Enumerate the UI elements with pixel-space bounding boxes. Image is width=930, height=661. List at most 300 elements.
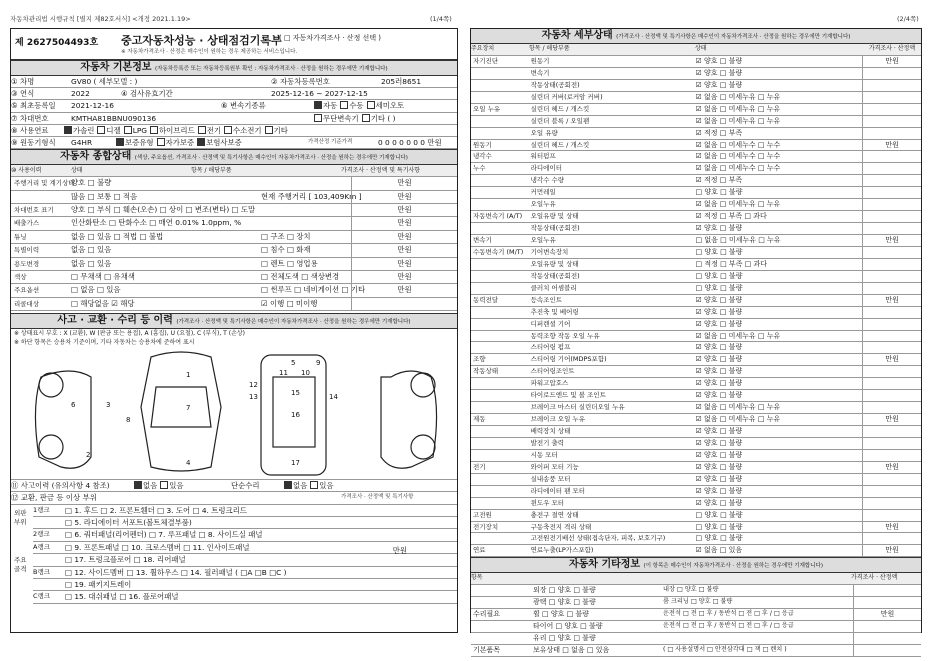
fuel-checkbox-2[interactable] [124, 126, 132, 134]
fuel-opt-4: 전기 [206, 125, 221, 135]
detail-row [471, 307, 921, 319]
status-row [11, 217, 457, 230]
other-row-left: 타이어 □ 양호 □ 불량 [533, 622, 603, 631]
detail-col-2: 상태 [695, 45, 707, 52]
diagram-label-17: 17 [291, 459, 300, 468]
detail-row-item: 배력장치 상태 [530, 427, 571, 435]
engine-value: G4HR [71, 137, 93, 147]
detail-row-price [862, 307, 921, 318]
detail-row-state: ☑ 없음 □ 미세누수 □ 누수 [695, 140, 781, 149]
detail-row-price: 만원 [862, 414, 921, 425]
detail-row-category: 고전원 [473, 510, 492, 519]
status-row-price: 만원 [351, 271, 457, 283]
status-col-1: 상태 [71, 167, 83, 175]
other-row [471, 585, 921, 597]
other-col-1 [531, 573, 851, 584]
detail-row [471, 283, 921, 295]
detail-header-row [471, 44, 921, 56]
detail-row-state: ☑ 양호 □ 불량 [695, 224, 743, 233]
other-col-2: 가격조사 · 산정액 [851, 574, 898, 582]
detail-row-item: 브레이크 오일 누유 [530, 415, 585, 424]
diagram-label-7: 7 [186, 404, 191, 413]
detail-row-item: 오일유량 및 상태 [530, 212, 579, 221]
base-price-label: 가격산정 기준가격 [308, 138, 353, 145]
status-row [11, 244, 457, 257]
detail-row-state: ☑ 양호 □ 불량 [695, 295, 743, 304]
detail-row-state: ☑ 없음 □ 미세누유 □ 누유 [695, 116, 781, 125]
status-row-price: 만원 [351, 258, 457, 270]
basic-info-note: (자동차등록증 또는 자동차등록원부 확인 : 자동차가격조사 · 산정을 원하는 경우에만 기재합니다) [155, 66, 388, 72]
other-section [471, 557, 921, 573]
detail-row [471, 92, 921, 104]
car-diagram [11, 347, 457, 479]
detail-row-item: 실린더 헤드 / 개스킷 [530, 104, 590, 113]
diagram-label-11: 11 [279, 369, 288, 378]
exchange-row [11, 492, 457, 504]
detail-row-state: ☑ 양호 □ 불량 [695, 56, 743, 65]
diagram-label-4: 4 [186, 459, 191, 468]
other-row-left: 광택 □ 양호 □ 불량 [533, 598, 596, 607]
detail-row-item: 원동기 [530, 56, 550, 65]
detail-row-state: □ 양호 □ 불량 [695, 534, 743, 543]
detail-row-category [471, 319, 531, 330]
fuel-checkbox-1[interactable] [97, 126, 105, 134]
exchange-question: ⑫ 교환, 판금 등 이상 부위 [11, 493, 97, 503]
basic-info-section [11, 60, 457, 76]
detail-row-price [862, 474, 921, 485]
status-row-state: 양호 □ 불량 [71, 178, 112, 188]
detail-row-category [471, 390, 531, 401]
status-col-0: ⑩ 사용이력 [11, 167, 42, 175]
status-row-state: 인산화탄소 □ 탄화수소 □ 매연 0.01% 1.0ppm, % [71, 218, 242, 228]
engine-label: ⑨ 원동기형식 [11, 137, 56, 147]
status-row [11, 191, 457, 204]
outer-panel-label: 외판 부위 [14, 508, 27, 526]
year-label: ③ 연식 [11, 89, 35, 99]
parts-row [33, 567, 457, 579]
detail-row-state: ☑ 양호 □ 불량 [695, 307, 743, 316]
diagram-label-15: 15 [291, 389, 300, 398]
detail-row-item: 브레이크 마스터 실린더오일 누유 [530, 403, 625, 412]
other-row-right: 운전석 □ 전 □ 후 / 동반석 □ 전 □ 후 / □ 응급 [663, 622, 794, 630]
detail-row-state: □ 없음 □ 미세누유 □ 누유 [695, 236, 781, 244]
detail-row-price [862, 259, 921, 270]
detail-row-state: □ 양호 □ 불량 [695, 283, 743, 292]
status-row-label: 용도변경 [14, 259, 40, 268]
accident-question: ⑪ 사고이력 (유의사항 4 참조) [11, 481, 110, 491]
accident-opt-1: 있음 [169, 481, 184, 491]
trans-opt-0: 자동 [323, 101, 338, 111]
fuel-checkbox-6[interactable] [265, 126, 273, 134]
status-row-price: 만원 [351, 284, 457, 296]
fuel-opt-5: 수소전기 [233, 125, 262, 135]
parts-row [33, 505, 457, 517]
detail-col-1: 항목 / 해당부품 [529, 45, 570, 52]
fuel-checkbox-0[interactable] [64, 126, 72, 134]
detail-row-price: 만원 [862, 354, 921, 365]
detail-row-state: ☑ 양호 □ 불량 [695, 474, 743, 483]
detail-row-price [862, 283, 921, 294]
detail-row-category: 전기장치 [473, 522, 499, 531]
detail-row [471, 331, 921, 343]
warranty-checkbox-0[interactable] [116, 138, 124, 146]
detail-row-category [471, 450, 531, 461]
other-row-left: 휠 □ 양호 □ 불량 [533, 610, 589, 619]
other-row-category [471, 585, 533, 596]
status-col-2: 항목 / 해당부품 [191, 167, 232, 175]
detail-row-item: 윈도우 모터 [530, 498, 565, 507]
detail-row-category [471, 307, 531, 318]
detail-row-category [471, 80, 531, 91]
parts-rank: 2랭크 [33, 530, 50, 539]
car-name-value: GV80 ( 세부모델 : ) [71, 77, 138, 86]
reg-label: ② 자동차등록번호 [271, 77, 330, 86]
detail-row-item: 와이퍼 모터 기능 [530, 462, 579, 471]
detail-title: 자동차 세부상태 [541, 30, 613, 41]
other-row [471, 633, 921, 645]
detail-row [471, 486, 921, 498]
detail-row [471, 426, 921, 438]
status-row-state: □ 무채색 □ 유채색 [71, 272, 135, 282]
fuel-checkbox-3[interactable] [150, 126, 158, 134]
detail-row-state: ☑ 없음 □ 미세누유 □ 누유 [695, 331, 781, 340]
detail-row-item: 충전구 절연 상태 [530, 510, 579, 519]
detail-row-item: 파워고압호스 [530, 379, 569, 388]
simple-none-checkbox[interactable] [284, 481, 292, 489]
basic-row-6 [11, 137, 457, 149]
warranty-opt-2: 보험사보증 [206, 137, 242, 147]
detail-row-category: 변속기 [473, 236, 492, 244]
status-row-part: □ 침수 □ 화재 [261, 245, 311, 255]
detail-row-state: ☑ 양호 □ 불량 [695, 68, 743, 77]
detail-row-state: ☑ 없음 □ 미세누수 □ 누수 [695, 164, 781, 173]
detail-row [471, 235, 921, 247]
warranty-checkbox-2[interactable] [197, 138, 205, 146]
other-rows [471, 585, 921, 657]
detail-row-price [862, 163, 921, 174]
detail-row-item: 작동상태(공회전) [530, 80, 580, 89]
detail-note: (가격조사 · 산정액 및 특기사항은 매수인이 자동차가격조사 · 산정을 원하는 경우에만 기재합니다) [616, 34, 851, 40]
detail-row [471, 366, 921, 378]
detail-row-price [862, 128, 921, 139]
status-row-price: 만원 [351, 177, 457, 189]
trans-opt-3: 무단변속기 [323, 113, 359, 123]
status-row [11, 177, 457, 190]
detail-row-state: ☑ 양호 □ 불량 [695, 498, 743, 507]
accident-opt-0: 없음 [143, 481, 158, 491]
trans-opts [311, 100, 404, 111]
detail-row [471, 151, 921, 163]
detail-row [471, 510, 921, 522]
parts-rank: B랭크 [33, 567, 51, 576]
detail-row-price [862, 533, 921, 544]
detail-row-price [862, 510, 921, 521]
other-row [471, 645, 921, 657]
parts-rank [33, 517, 65, 528]
diagram-label-13: 13 [249, 393, 258, 402]
detail-row-state: ☑ 적정 □ 부족 [695, 128, 743, 137]
fuel-opt-1: 디젤 [106, 125, 121, 135]
detail-row-price: 만원 [862, 545, 921, 556]
other-row-price [853, 597, 921, 608]
exchange-price-col: 가격조사 · 산정액 및 특기사항 [341, 494, 414, 501]
detail-row-price [862, 104, 921, 115]
detail-row-state: ☑ 없음 □ 있음 [695, 546, 743, 555]
detail-row [471, 462, 921, 474]
detail-row-price [862, 498, 921, 509]
detail-row [471, 450, 921, 462]
status-row-label: 차대번호 표기 [14, 206, 54, 215]
detail-row-category [471, 223, 531, 234]
detail-row-item: 실린더 블록 / 오일팬 [530, 116, 590, 125]
detail-row-category [471, 199, 531, 210]
detail-row [471, 140, 921, 152]
detail-row-category: 수동변속기 (M/T) [473, 247, 524, 256]
detail-row [471, 247, 921, 259]
detail-row-category [471, 438, 531, 449]
detail-row-category [471, 342, 531, 353]
doc-note: ※ 자동차가격조사 · 산정은 매수인이 원하는 경우 제공하는 서비스입니다. [121, 49, 298, 55]
detail-row-item: 오일유량 및 상태 [530, 259, 579, 268]
status-row-price: 만원 [351, 204, 457, 216]
vin-value: KMTHA81BBNU090136 [71, 113, 157, 123]
parts-row [33, 579, 457, 591]
detail-row-category [471, 271, 531, 282]
simple-yes-checkbox[interactable] [310, 481, 318, 489]
status-title: 자동차 종합상태 [60, 151, 132, 163]
reg-value: 205러8651 [381, 77, 422, 86]
detail-row-item: 스티어링 기어(MDPS포함) [530, 355, 607, 364]
trans-checkbox-3[interactable] [314, 114, 322, 122]
status-row-state: □ 해당없음 ☑ 해당 [71, 298, 135, 308]
detail-row [471, 474, 921, 486]
status-row-price [351, 298, 457, 310]
detail-row [471, 271, 921, 283]
detail-row-category: 작동상태 [473, 367, 499, 376]
parts-row [33, 554, 457, 566]
detail-row-price: 만원 [862, 462, 921, 473]
detail-row [471, 163, 921, 175]
trans-checkbox-2[interactable] [367, 101, 375, 109]
detail-row [471, 522, 921, 534]
diagram-label-16: 16 [291, 411, 300, 420]
parts-items: □ 17. 트렁크플로어 □ 18. 리어패널 [65, 555, 186, 565]
other-note: (이 항목은 매수인이 자동차가격조사 · 산정을 원하는 경우에만 기재합니다) [643, 563, 823, 570]
detail-row-price [862, 378, 921, 389]
detail-rows [471, 56, 921, 557]
trans-checkbox-4[interactable] [362, 114, 370, 122]
detail-row-item: 발전기 출력 [530, 438, 565, 447]
status-row [11, 231, 457, 244]
detail-row-state: ☑ 양호 □ 불량 [695, 427, 743, 435]
parts-rank: A랭크 [33, 542, 51, 551]
base-price-value: 0 0 0 0 0 0 0 만원 [378, 137, 442, 147]
status-row-state: 없음 □ 있음 □ 적법 □ 불법 [71, 231, 164, 241]
detail-row [471, 319, 921, 331]
status-row-part: 현재 주행거리 [ 103,409Km ] [261, 191, 362, 201]
status-row [11, 284, 457, 297]
other-row-category: 수리필요 [473, 610, 501, 619]
wheel-rear-right [411, 435, 435, 459]
parts-row [33, 529, 457, 541]
accident-none-checkbox[interactable] [134, 481, 142, 489]
detail-row-price [862, 426, 921, 437]
other-row [471, 609, 921, 621]
detail-row-price [862, 151, 921, 162]
detail-row-price [862, 438, 921, 449]
detail-row-state: ☑ 적정 □ 부족 □ 과다 [695, 212, 767, 221]
fuel-opt-2: LPG [132, 125, 148, 135]
fuel-checkbox-5[interactable] [224, 126, 232, 134]
detail-row-price: 만원 [862, 235, 921, 246]
year-value: 2022 [71, 89, 90, 99]
detail-row-state: □ 양호 □ 불량 [695, 271, 743, 280]
detail-row-category [471, 283, 531, 294]
legend-2: ※ 하단 항목은 승용차 기준이며, 기타 자동차는 승용차에 준하여 표시 [14, 339, 195, 347]
trans-checkbox-1[interactable] [340, 101, 348, 109]
parts-rank [33, 554, 65, 565]
detail-row [471, 223, 921, 235]
car-name-label: ① 차명 [11, 77, 35, 86]
detail-row [471, 116, 921, 128]
simple-repair-label: 단순수리 [231, 481, 260, 491]
wheel-rear-left [39, 435, 63, 459]
detail-row-price: 만원 [862, 522, 921, 533]
basic-info-title: 자동차 기본정보 [80, 62, 152, 73]
other-row-right [663, 633, 853, 644]
detail-row-item: 라디에이터 [530, 164, 563, 173]
detail-row-price [862, 116, 921, 127]
main-frame-label: 주요 골격 [14, 555, 27, 573]
detail-row-price [862, 223, 921, 234]
status-row-part: □ 썬루프 □ 네비게이션 □ 기타 [261, 285, 366, 295]
trans-opt-4: 기타 ( ) [370, 113, 396, 123]
detail-row-category [471, 128, 531, 139]
detail-row-state: ☑ 양호 □ 불량 [695, 343, 743, 352]
detail-row-item: 오일누유 [530, 236, 556, 244]
fuel-checkbox-4[interactable] [198, 126, 206, 134]
other-row-price [853, 633, 921, 644]
detail-row-category [471, 426, 531, 437]
other-row-category [471, 633, 533, 644]
detail-row-item: 클러치 어셈블리 [530, 283, 577, 292]
legend-1: ※ 상태표시 부호 : X (교환), W (판금 또는 용접), A (흠집), U (요철), C (부식), T (손상) [14, 330, 246, 338]
diagram-label-3: 3 [106, 401, 111, 410]
status-row-part: □ 렌트 □ 영업용 [261, 258, 318, 268]
diagram-label-9: 9 [316, 359, 321, 368]
parts-items: □ 15. 대쉬패널 □ 16. 플로어패널 [65, 592, 179, 602]
detail-row-category [471, 92, 531, 103]
status-row-label: 튜닝 [14, 232, 27, 241]
detail-row-state: ☑ 양호 □ 불량 [695, 450, 743, 459]
detail-row-category: 원동기 [473, 140, 492, 149]
warranty-checkbox-1[interactable] [157, 138, 165, 146]
detail-row-state: ☑ 없음 □ 미세누유 □ 누유 [695, 92, 781, 101]
left-page-number: (1/4쪽) [430, 15, 452, 23]
detail-row-state: ☑ 없음 □ 미세누유 □ 누유 [695, 415, 781, 424]
detail-row-price [862, 319, 921, 330]
detail-row-price [862, 199, 921, 210]
detail-row [471, 438, 921, 450]
detail-row [471, 378, 921, 390]
detail-row-state: □ 양호 □ 불량 [695, 510, 743, 519]
fuel-opt-0: 가솔린 [73, 125, 95, 135]
detail-row-category: 자기진단 [473, 56, 499, 65]
detail-row-price [862, 331, 921, 342]
other-row-price [853, 645, 921, 656]
other-row-right: 운전석 □ 전 □ 후 / 동반석 □ 전 □ 후 / □ 응급 [663, 610, 794, 618]
detail-row-item: 디퍼렌셜 기어 [530, 319, 571, 328]
detail-row-item: 추진축 및 베어링 [530, 307, 579, 316]
detail-row-item: 구동축전지 격리 상태 [530, 522, 592, 531]
car-right-side [381, 371, 437, 468]
status-row-label: 색상 [14, 273, 27, 282]
detail-row-item: 작동상태(공회전) [530, 271, 580, 280]
detail-row-category: 조향 [473, 355, 486, 364]
parts-row [33, 591, 457, 603]
detail-row-item: 커먼레일 [530, 188, 556, 197]
detail-row-item: 실린더 헤드 / 개스킷 [530, 140, 590, 149]
left-form-header: 자동차관리법 시행규칙 [별지 제82호서식] <개정 2021.1.19> [10, 15, 191, 23]
period-label: ④ 검사유효기간 [121, 89, 173, 99]
fuel-opt-3: 하이브리드 [159, 125, 195, 135]
detail-row [471, 533, 921, 545]
accident-section [11, 313, 457, 329]
parts-table [11, 505, 457, 604]
doc-number: 제 2627504493호 [15, 38, 99, 48]
status-row-state: 양호 □ 부식 □ 훼손(오손) □ 상이 □ 변조(변타) □ 도말 [71, 205, 256, 215]
other-row-category: 기본품목 [473, 645, 501, 654]
basic-row-2 [11, 88, 457, 100]
detail-row-category: 오일 누유 [473, 104, 501, 113]
detail-row-category: 동력전달 [473, 295, 499, 304]
detail-row-category [471, 474, 531, 485]
detail-row-category [471, 175, 531, 186]
right-page [470, 28, 922, 654]
detail-row [471, 211, 921, 223]
status-row-label: 주요옵션 [14, 286, 40, 295]
detail-row-category [471, 498, 531, 509]
detail-row-price [862, 390, 921, 401]
accident-yes-checkbox[interactable] [160, 481, 168, 489]
simple-opt-1: 있음 [319, 481, 334, 491]
detail-row-price: 만원 [862, 140, 921, 151]
status-row [11, 258, 457, 271]
detail-row-item: 오일누유 [530, 200, 556, 209]
status-row-part: □ 전체도색 □ 색상변경 [261, 272, 340, 282]
status-header-row [11, 165, 457, 177]
detail-row-state: ☑ 적정 □ 부족 [695, 176, 743, 185]
detail-row-category: 연료 [473, 546, 486, 555]
detail-row-item: 시동 모터 [530, 450, 558, 459]
basic-row-5 [11, 125, 457, 137]
status-rows [11, 177, 457, 311]
other-row-right: 룸 크리닝 □ 양호 □ 불량 [663, 598, 733, 606]
status-row-state: 많음 □ 보통 □ 적음 [71, 191, 138, 201]
status-section [11, 149, 457, 165]
detail-row-price [862, 68, 921, 79]
detail-row [471, 199, 921, 211]
other-header-row [471, 573, 921, 585]
detail-row-price [862, 402, 921, 413]
detail-row-state: ☑ 양호 □ 불량 [695, 319, 743, 328]
right-page-number: (2/4쪽) [897, 15, 919, 23]
trans-checkbox-0[interactable] [314, 101, 322, 109]
simple-opt-0: 없음 [293, 481, 308, 491]
doc-title-option: ( □ 자동차가격조사 · 산정 선택 ) [279, 34, 382, 42]
diagram-label-1: 1 [186, 371, 191, 380]
detail-row-price [862, 450, 921, 461]
